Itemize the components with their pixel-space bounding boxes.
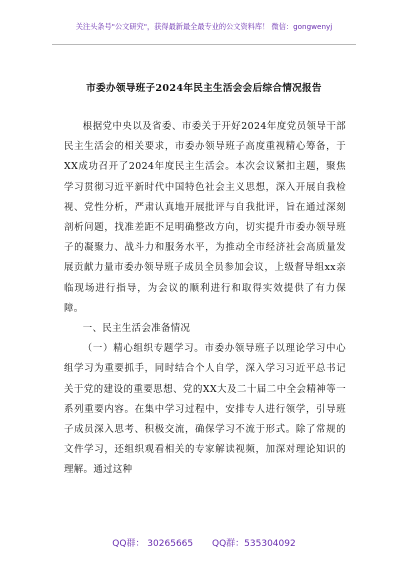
paragraph-study: （一）精心组织专题学习。市委办领导班子以理论学习中心组学习为重要抓手，同时结合个人自学，深入学习习近平总书记关于党的建设的重要思想、党的XX大及二十届二中全会精神等一系列重要内容。在集中学习过程中，安排专人进行领学，引导班子成员深入思考、积极交流，确保学习不流于形式。除了常规的文件学习，还组织观看相关的专家解读视频，加深对理论知识的理解。通过这种 bbox=[64, 343, 346, 476]
footer-qq-group-1: QQ群： 30265665 bbox=[112, 539, 194, 549]
document-title: 市委办领导班子2024年民主生活会会后综合情况报告 bbox=[86, 83, 322, 94]
paragraph-intro: 根据党中央以及省委、市委关于开好2024年度党员领导干部民主生活会的相关要求，市委办领导班子高度重视精心筹备，于XX成功召开了2024年度民主生活会。本次会议紧扣主题，聚焦学习贯彻习近平新时代中国特色社会主义思想，深入开展自我检视、党性分析，严肃认真地开展批评与自我批评，旨在通过深刻剖析问题，找准差距不足明确整改方向，切实提升市委办领导班子的凝聚力、战斗力和服务水平，为推动全市经济社会高质量发展贡献力量市委办领导班子成员全员参加会议，上级督导组xx亲临现场进行指导，为会议的顺利进行和取得实效提供了有力保障。 bbox=[64, 121, 346, 314]
section-heading: 一、民主生活会准备情况 bbox=[82, 323, 191, 335]
page-header-banner: 关注头条号"公文研究"，获得最新最全最专业的公文资料库！ 微信：gongwenyj bbox=[75, 22, 333, 31]
document-body bbox=[64, 117, 346, 481]
header-divider bbox=[52, 44, 356, 45]
page-footer bbox=[0, 536, 408, 549]
footer-qq-group-2: QQ群：535304092 bbox=[212, 539, 296, 549]
